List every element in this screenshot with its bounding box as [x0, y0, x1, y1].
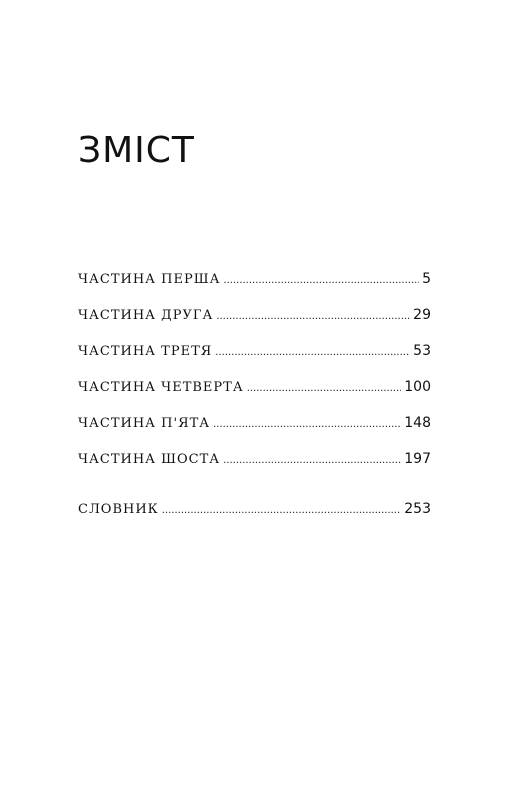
toc-entry-part-4[interactable]: [78, 379, 431, 415]
page-title: ЗМІСТ: [78, 130, 195, 171]
toc-entry-page-number: 148: [404, 415, 431, 431]
toc-entry-page-number: 53: [413, 343, 431, 359]
toc-entry-page-number: 5: [422, 271, 431, 287]
dot-leader: [162, 505, 402, 516]
toc-entry-page-number: 29: [413, 307, 431, 323]
dot-leader: [223, 455, 401, 466]
dot-leader: [223, 275, 419, 286]
toc-entry-label: СЛОВНИК: [78, 502, 159, 517]
table-of-contents: [78, 271, 431, 537]
toc-entry-page-number: 197: [404, 451, 431, 467]
dot-leader: [215, 347, 410, 358]
toc-entry-glossary[interactable]: [78, 501, 431, 537]
dot-leader: [247, 383, 402, 394]
toc-entry-part-1[interactable]: [78, 271, 431, 307]
dot-leader: [213, 419, 401, 430]
toc-entry-label: ЧАСТИНА ТРЕТЯ: [78, 344, 213, 359]
toc-entry-label: ЧАСТИНА ДРУГА: [78, 308, 214, 323]
toc-entry-part-2[interactable]: [78, 307, 431, 343]
toc-entry-part-5[interactable]: [78, 415, 431, 451]
toc-entry-label: ЧАСТИНА П'ЯТА: [78, 416, 211, 431]
toc-entry-label: ЧАСТИНА ШОСТА: [78, 452, 221, 467]
toc-entry-page-number: 253: [404, 501, 431, 517]
toc-entry-label: ЧАСТИНА ПЕРША: [78, 272, 221, 287]
toc-entry-page-number: 100: [404, 379, 431, 395]
toc-entry-part-6[interactable]: [78, 451, 431, 487]
toc-entry-part-3[interactable]: [78, 343, 431, 379]
toc-entry-label: ЧАСТИНА ЧЕТВЕРТА: [78, 380, 244, 395]
dot-leader: [216, 311, 410, 322]
